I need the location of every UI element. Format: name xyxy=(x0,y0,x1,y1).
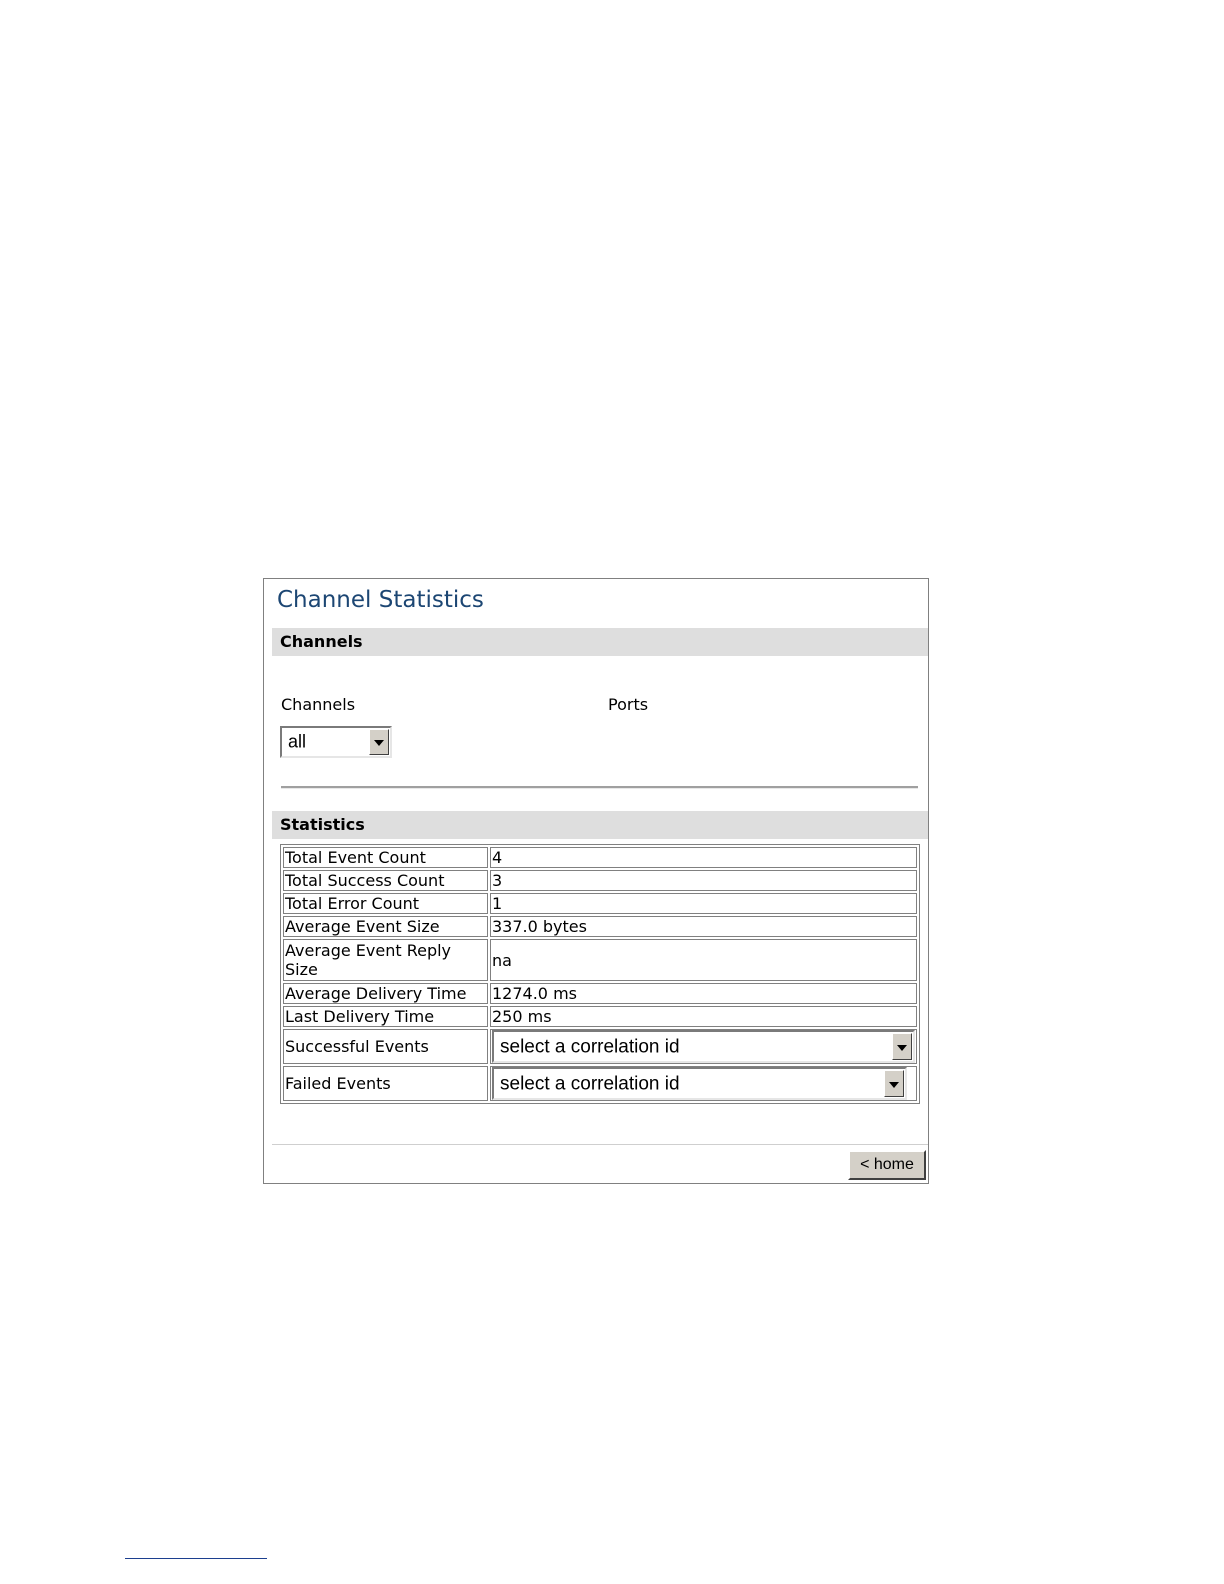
channels-label: Channels xyxy=(281,695,356,714)
table-row xyxy=(283,983,917,1004)
stat-label: Total Error Count xyxy=(283,893,488,914)
successful-events-label: Successful Events xyxy=(283,1029,488,1064)
table-row xyxy=(283,939,917,981)
table-row xyxy=(283,847,917,868)
content-area xyxy=(272,628,928,1145)
stat-label: Average Event Reply Size xyxy=(283,939,488,981)
stat-label: Total Event Count xyxy=(283,847,488,868)
stat-label: Last Delivery Time xyxy=(283,1006,488,1027)
successful-events-select-value: select a correlation id xyxy=(500,1036,680,1057)
stat-label: Average Delivery Time xyxy=(283,983,488,1004)
ports-label: Ports xyxy=(608,695,649,714)
channels-select-value: all xyxy=(288,731,307,752)
stat-value: 1274.0 ms xyxy=(490,983,917,1004)
chevron-down-icon xyxy=(889,1082,899,1088)
stat-value: 3 xyxy=(490,870,917,891)
failed-events-dropdown-button[interactable] xyxy=(884,1070,904,1097)
successful-events-select[interactable] xyxy=(492,1030,915,1063)
channel-statistics-panel xyxy=(263,578,929,1184)
failed-events-select-value: select a correlation id xyxy=(500,1073,680,1094)
channels-section-header: Channels xyxy=(272,628,928,656)
successful-events-dropdown-button[interactable] xyxy=(892,1033,912,1060)
stat-value: na xyxy=(490,939,917,981)
stat-value: 250 ms xyxy=(490,1006,917,1027)
table-row xyxy=(283,1029,917,1064)
statistics-table xyxy=(280,844,920,1104)
home-button[interactable]: < home xyxy=(848,1150,926,1180)
stat-value: 1 xyxy=(490,893,917,914)
statistics-section-header: Statistics xyxy=(272,811,928,839)
stat-label: Average Event Size xyxy=(283,916,488,937)
chevron-down-icon xyxy=(374,740,384,746)
section-divider xyxy=(281,786,918,789)
successful-events-cell xyxy=(490,1029,917,1064)
table-row xyxy=(283,1066,917,1101)
stat-value: 337.0 bytes xyxy=(490,916,917,937)
stat-value: 4 xyxy=(490,847,917,868)
stat-label: Total Success Count xyxy=(283,870,488,891)
channels-select-dropdown-button[interactable] xyxy=(369,729,389,755)
page-title: Channel Statistics xyxy=(277,587,484,613)
table-row xyxy=(283,1006,917,1027)
table-row xyxy=(283,893,917,914)
footnote-separator xyxy=(125,1558,267,1559)
chevron-down-icon xyxy=(897,1045,907,1051)
failed-events-label: Failed Events xyxy=(283,1066,488,1101)
channels-select[interactable] xyxy=(280,726,392,758)
table-row xyxy=(283,870,917,891)
table-row xyxy=(283,916,917,937)
failed-events-cell xyxy=(490,1066,917,1101)
failed-events-select[interactable] xyxy=(492,1067,907,1100)
